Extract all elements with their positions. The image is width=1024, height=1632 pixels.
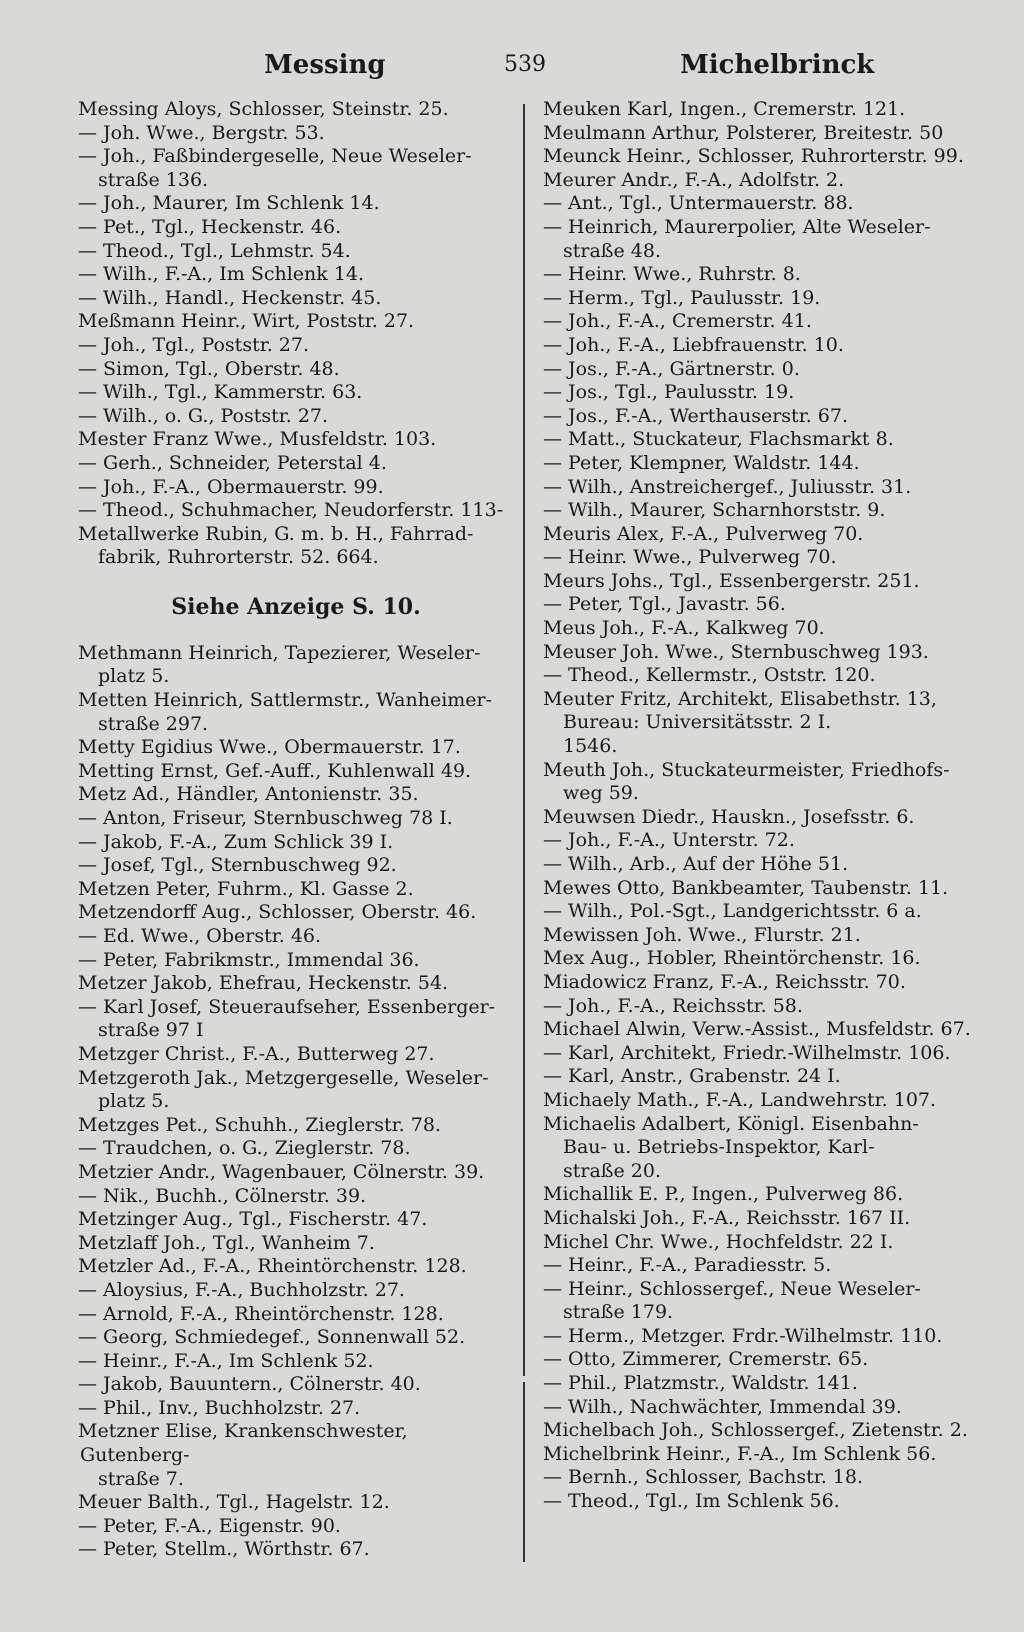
directory-entry	[80, 689, 512, 736]
directory-entry	[80, 642, 512, 689]
entry-line: — Gerh., Schneider, Peterstal 4.	[78, 451, 387, 474]
entry-line: — Karl, Anstr., Grabenstr. 24 I.	[543, 1065, 841, 1088]
entry-line: — Jakob, F.-A., Zum Schlick 39 I.	[78, 830, 394, 853]
directory-entry	[545, 1113, 975, 1184]
directory-entry	[80, 263, 512, 287]
entry-continuation: straße 297.	[98, 712, 209, 735]
directory-entry	[80, 358, 512, 382]
entry-line: Meuken Karl, Ingen., Cremerstr. 121.	[543, 98, 906, 120]
directory-entry	[545, 546, 975, 570]
entry-continuation: Bau- u. Betriebs-Inspektor, Karl-	[563, 1136, 875, 1159]
entry-continuation: platz 5.	[98, 665, 170, 688]
directory-entry	[545, 829, 975, 853]
page-number: 539	[504, 52, 546, 77]
entry-line: — Simon, Tgl., Oberstr. 48.	[78, 357, 340, 380]
entry-line: Metzger Christ., F.-A., Butterweg 27.	[78, 1042, 435, 1065]
advertisement-notice: Siehe Anzeige S. 10.	[171, 593, 421, 620]
directory-entry	[80, 192, 512, 216]
directory-entry	[545, 428, 975, 452]
entry-continuation: straße 97 I	[98, 1019, 204, 1042]
entry-line: — Joh., Faßbindergeselle, Neue Weseler-	[78, 145, 472, 168]
entry-line: Mewes Otto, Bankbeamter, Taubenstr. 11.	[543, 876, 949, 899]
entry-line: Michael Alwin, Verw.-Assist., Musfeldstr. 67.	[543, 1018, 971, 1041]
left-column	[80, 98, 512, 1562]
directory-entry	[545, 759, 975, 806]
directory-entry	[545, 122, 975, 146]
directory-entry	[80, 405, 512, 429]
entry-line: Metting Ernst, Gef.-Auff., Kuhlenwall 49.	[78, 759, 472, 782]
entry-line: Michaely Math., F.-A., Landwehrstr. 107.	[543, 1088, 937, 1111]
directory-entry	[545, 570, 975, 594]
directory-entry	[545, 593, 975, 617]
directory-entry	[80, 1043, 512, 1067]
entry-line: — Jos., F.-A., Werthauserstr. 67.	[543, 404, 848, 427]
directory-entry	[80, 428, 512, 452]
directory-entry	[545, 1183, 975, 1207]
directory-entry	[80, 240, 512, 264]
directory-entry	[545, 1065, 975, 1089]
directory-entry	[545, 1466, 975, 1490]
directory-entry	[80, 1067, 512, 1114]
directory-entry	[545, 263, 975, 287]
entry-line: Miadowicz Franz, F.-A., Reichsstr. 70.	[543, 970, 906, 993]
entry-line: — Wilh., F.-A., Im Schlenk 14.	[78, 263, 365, 286]
entry-line: — Joh., F.-A., Obermauerstr. 99.	[78, 475, 384, 498]
directory-entry	[80, 1420, 512, 1491]
entry-line: — Herm., Tgl., Paulusstr. 19.	[543, 286, 821, 309]
directory-entry	[80, 736, 512, 760]
entry-line: Meurs Johs., Tgl., Essenbergerstr. 251.	[543, 569, 920, 592]
page-header	[0, 44, 1024, 84]
directory-entry	[80, 287, 512, 311]
entry-line: — Wilh., Maurer, Scharnhorststr. 9.	[543, 499, 886, 522]
directory-entry	[545, 381, 975, 405]
entry-line: Metzer Jakob, Ehefrau, Heckenstr. 54.	[78, 972, 449, 995]
entry-line: — Wilh., Tgl., Kammerstr. 63.	[78, 381, 363, 404]
directory-entry	[80, 523, 512, 570]
entry-line: — Wilh., Arb., Auf der Höhe 51.	[543, 853, 849, 875]
entry-line: — Joh., F.-A., Unterstr. 72.	[543, 829, 795, 852]
directory-entry	[80, 996, 512, 1043]
directory-entry	[80, 1515, 512, 1539]
entry-line: — Theod., Schuhmacher, Neudorferstr. 113-	[78, 499, 504, 522]
directory-entry	[545, 853, 975, 877]
directory-entry	[80, 499, 512, 523]
directory-entry	[545, 1231, 975, 1255]
directory-entry	[80, 1373, 512, 1397]
directory-entry	[80, 145, 512, 192]
directory-entry	[545, 216, 975, 263]
directory-entry	[545, 169, 975, 193]
entry-line: Metallwerke Rubin, G. m. b. H., Fahrrad-	[78, 522, 474, 545]
entry-continuation: straße 7.	[98, 1467, 184, 1490]
directory-entry	[80, 1303, 512, 1327]
entry-continuation: fabrik, Ruhrorterstr. 52. 664.	[98, 546, 379, 569]
directory-entry	[545, 1419, 975, 1443]
directory-entry	[80, 216, 512, 240]
directory-entry	[545, 310, 975, 334]
entry-line: — Nik., Buchh., Cölnerstr. 39.	[78, 1184, 367, 1207]
entry-line: Mex Aug., Hobler, Rheintörchenstr. 16.	[543, 947, 921, 970]
directory-entry	[545, 900, 975, 924]
directory-entry	[80, 807, 512, 831]
entry-line: — Theod., Kellermstr., Oststr. 120.	[543, 664, 876, 687]
directory-entry	[80, 949, 512, 973]
entry-line: — Traudchen, o. G., Zieglerstr. 78.	[78, 1137, 411, 1160]
entry-line: — Karl Josef, Steueraufseher, Essenberger-	[78, 995, 496, 1018]
directory-entry	[545, 1018, 975, 1042]
directory-entry	[80, 334, 512, 358]
entry-line: Michaelis Adalbert, Königl. Eisenbahn-	[543, 1112, 919, 1135]
entry-line: — Josef, Tgl., Sternbuschweg 92.	[78, 854, 397, 877]
entry-line: — Joh., F.-A., Liebfrauenstr. 10.	[543, 333, 844, 356]
entry-line: Meuter Fritz, Architekt, Elisabethstr. 13,	[543, 687, 937, 710]
entry-line: — Wilh., Anstreichergef., Juliusstr. 31.	[543, 475, 912, 498]
directory-entry	[80, 972, 512, 996]
entry-line: — Joh., F.-A., Cremerstr. 41.	[543, 310, 812, 333]
directory-entry	[80, 783, 512, 807]
entry-line: Metzner Elise, Krankenschwester, Gutenberg-	[78, 1420, 408, 1467]
entry-line: Meuser Joh. Wwe., Sternbuschweg 193.	[543, 640, 929, 663]
directory-entry	[545, 476, 975, 500]
entry-continuation: Bureau: Universitätsstr. 2 I.	[563, 711, 832, 734]
entry-continuation: platz 5.	[98, 1090, 170, 1113]
directory-entry	[80, 925, 512, 949]
entry-line: — Pet., Tgl., Heckenstr. 46.	[78, 215, 342, 238]
directory-entry	[80, 1279, 512, 1303]
directory-entry	[545, 1443, 975, 1467]
entry-line: — Karl, Architekt, Friedr.-Wilhelmstr. 106.	[543, 1041, 951, 1064]
directory-entry	[545, 523, 975, 547]
directory-entry	[80, 1185, 512, 1209]
directory-entry	[80, 1137, 512, 1161]
entry-line: — Heinr., F.-A., Im Schlenk 52.	[78, 1349, 374, 1372]
entry-line: — Theod., Tgl., Im Schlenk 56.	[543, 1490, 840, 1513]
entry-continuation: straße 179.	[563, 1301, 674, 1324]
entry-line: Metzges Pet., Schuhh., Zieglerstr. 78.	[78, 1113, 441, 1136]
directory-entry	[545, 1490, 975, 1514]
directory-entry	[545, 287, 975, 311]
entry-line: — Peter, Klempner, Waldstr. 144.	[543, 451, 860, 474]
entry-line: — Wilh., Pol.-Sgt., Landgerichtsstr. 6 a.	[543, 900, 922, 923]
column-divider	[523, 104, 525, 1376]
directory-entry	[545, 192, 975, 216]
entry-continuation: weg 59.	[563, 782, 639, 805]
entry-line: Michallik E. P., Ingen., Pulverweg 86.	[543, 1183, 904, 1206]
entry-line: — Joh., F.-A., Reichsstr. 58.	[543, 994, 803, 1017]
directory-entry	[545, 664, 975, 688]
entry-line: — Peter, Fabrikmstr., Immendal 36.	[78, 948, 420, 971]
entry-continuation: straße 136.	[98, 168, 209, 191]
directory-entry	[545, 145, 975, 169]
directory-entry	[545, 1348, 975, 1372]
entry-line: Meurer Andr., F.-A., Adolfstr. 2.	[543, 168, 845, 191]
entry-line: Meulmann Arthur, Polsterer, Breitestr. 50	[543, 121, 944, 144]
entry-line: Metten Heinrich, Sattlermstr., Wanheimer-	[78, 689, 493, 712]
entry-line: — Ant., Tgl., Untermauerstr. 88.	[543, 192, 854, 215]
entry-line: — Heinr. Wwe., Pulverweg 70.	[543, 546, 837, 569]
directory-entry	[80, 1350, 512, 1374]
entry-line: — Theod., Tgl., Lehmstr. 54.	[78, 239, 351, 262]
entry-line: — Ed. Wwe., Oberstr. 46.	[78, 925, 322, 947]
directory-entry	[80, 1326, 512, 1350]
entry-line: Meuris Alex, F.-A., Pulverweg 70.	[543, 522, 864, 545]
entry-line: — Jos., F.-A., Gärtnerstr. 0.	[543, 357, 800, 380]
entry-continuation: straße 20.	[563, 1159, 661, 1182]
entry-line: — Heinr., Schlossergef., Neue Weseler-	[543, 1277, 921, 1300]
entry-line: — Anton, Friseur, Sternbuschweg 78 I.	[78, 807, 453, 830]
directory-entry	[545, 1089, 975, 1113]
entry-line: Meuth Joh., Stuckateurmeister, Friedhofs-	[543, 758, 950, 781]
directory-entry	[545, 334, 975, 358]
entry-line: Metzgeroth Jak., Metzgergeselle, Weseler-	[78, 1066, 489, 1089]
entry-line: Metzier Andr., Wagenbauer, Cölnerstr. 39.	[78, 1160, 485, 1183]
entry-line: — Joh. Wwe., Bergstr. 53.	[78, 121, 325, 144]
entry-line: — Aloysius, F.-A., Buchholzstr. 27.	[78, 1278, 405, 1301]
directory-entry	[545, 806, 975, 830]
directory-entry	[545, 98, 975, 122]
directory-entry	[545, 947, 975, 971]
directory-entry	[80, 381, 512, 405]
directory-entry	[545, 877, 975, 901]
entry-line: — Phil., Inv., Buchholzstr. 27.	[78, 1396, 361, 1419]
entry-line: Michel Chr. Wwe., Hochfeldstr. 22 I.	[543, 1230, 894, 1253]
directory-entry	[545, 1278, 975, 1325]
directory-entry	[80, 854, 512, 878]
right-column	[545, 98, 975, 1514]
entry-line: — Arnold, F.-A., Rheintörchenstr. 128.	[78, 1302, 444, 1325]
entry-line: — Bernh., Schlosser, Bachstr. 18.	[543, 1466, 863, 1489]
directory-entry	[545, 641, 975, 665]
entry-line: — Peter, Stellm., Wörthstr. 67.	[78, 1538, 370, 1561]
directory-entry	[545, 1372, 975, 1396]
entry-line: — Herm., Metzger. Frdr.-Wilhelmstr. 110.	[543, 1324, 943, 1347]
directory-entry	[80, 1161, 512, 1185]
entry-line: Mester Franz Wwe., Musfeldstr. 103.	[78, 428, 437, 451]
directory-entry	[545, 617, 975, 641]
entry-line: Meßmann Heinr., Wirt, Poststr. 27.	[78, 310, 415, 333]
directory-entry	[545, 358, 975, 382]
entry-line: Metzen Peter, Fuhrm., Kl. Gasse 2.	[78, 877, 414, 900]
directory-entry	[545, 1396, 975, 1420]
directory-entry	[545, 452, 975, 476]
entry-line: — Jakob, Bauuntern., Cölnerstr. 40.	[78, 1373, 421, 1396]
entry-line: Messing Aloys, Schlosser, Steinstr. 25.	[78, 98, 449, 120]
directory-entry	[545, 405, 975, 429]
entry-line: — Joh., Tgl., Poststr. 27.	[78, 333, 309, 356]
entry-line: Meus Joh., F.-A., Kalkweg 70.	[543, 617, 825, 640]
directory-entry	[545, 1325, 975, 1349]
entry-line: Metzendorff Aug., Schlosser, Oberstr. 46.	[78, 901, 477, 924]
directory-entry	[80, 760, 512, 784]
directory-entry	[80, 1538, 512, 1562]
entry-line: — Phil., Platzmstr., Waldstr. 141.	[543, 1372, 858, 1395]
directory-entry	[80, 878, 512, 902]
directory-entry	[545, 971, 975, 995]
entry-line: — Peter, F.-A., Eigenstr. 90.	[78, 1514, 341, 1537]
directory-entry	[545, 688, 975, 759]
directory-entry	[80, 1255, 512, 1279]
directory-entry	[80, 1114, 512, 1138]
entry-line: — Wilh., Handl., Heckenstr. 45.	[78, 286, 382, 309]
entry-line: Metzlaff Joh., Tgl., Wanheim 7.	[78, 1231, 375, 1254]
directory-entry	[80, 901, 512, 925]
entry-line: — Wilh., o. G., Poststr. 27.	[78, 404, 329, 427]
entry-line: — Peter, Tgl., Javastr. 56.	[543, 593, 786, 616]
directory-entry	[80, 310, 512, 334]
entry-continuation: straße 48.	[563, 239, 661, 262]
directory-entry	[80, 1397, 512, 1421]
directory-entry	[545, 499, 975, 523]
entry-line: — Joh., Maurer, Im Schlenk 14.	[78, 192, 380, 215]
entry-line: — Wilh., Nachwächter, Immendal 39.	[543, 1395, 902, 1418]
header-last-name: Michelbrinck	[680, 50, 875, 80]
header-first-name: Messing	[264, 50, 386, 80]
directory-entry	[80, 1491, 512, 1515]
entry-line: Meuer Balth., Tgl., Hagelstr. 12.	[78, 1491, 390, 1514]
entry-line: Metty Egidius Wwe., Obermauerstr. 17.	[78, 736, 461, 759]
entry-line: — Heinrich, Maurerpolier, Alte Weseler-	[543, 215, 931, 238]
directory-entry	[545, 924, 975, 948]
directory-entry	[80, 1208, 512, 1232]
directory-entry	[80, 122, 512, 146]
entry-continuation: 1546.	[563, 735, 618, 758]
entry-line: Michalski Joh., F.-A., Reichsstr. 167 II.	[543, 1206, 911, 1229]
entry-line: Mewissen Joh. Wwe., Flurstr. 21.	[543, 923, 861, 946]
directory-entry	[80, 98, 512, 122]
entry-line: — Otto, Zimmerer, Cremerstr. 65.	[543, 1348, 869, 1371]
directory-entry	[545, 1254, 975, 1278]
entry-line: — Heinr. Wwe., Ruhrstr. 8.	[543, 263, 801, 286]
entry-line: Meunck Heinr., Schlosser, Ruhrorterstr. 99.	[543, 145, 964, 168]
entry-line: — Matt., Stuckateur, Flachsmarkt 8.	[543, 428, 894, 451]
entry-line: Metz Ad., Händler, Antonienstr. 35.	[78, 783, 419, 806]
entry-line: Methmann Heinrich, Tapezierer, Weseler-	[78, 641, 481, 664]
directory-entry	[80, 476, 512, 500]
entry-line: Meuwsen Diedr., Hauskn., Josefsstr. 6.	[543, 805, 915, 828]
entry-line: — Heinr., F.-A., Paradiesstr. 5.	[543, 1254, 832, 1277]
column-divider-lower	[523, 1382, 525, 1562]
directory-entry	[545, 995, 975, 1019]
directory-entry	[80, 452, 512, 476]
entry-line: Metzler Ad., F.-A., Rheintörchenstr. 128.	[78, 1255, 467, 1278]
entry-line: — Georg, Schmiedegef., Sonnenwall 52.	[78, 1326, 466, 1349]
entry-line: Michelbrink Heinr., F.-A., Im Schlenk 56.	[543, 1442, 937, 1465]
entry-line: Michelbach Joh., Schlossergef., Zietenstr. 2.	[543, 1419, 968, 1442]
entry-line: Metzinger Aug., Tgl., Fischerstr. 47.	[78, 1208, 428, 1231]
directory-entry	[80, 831, 512, 855]
directory-entry	[80, 1232, 512, 1256]
entry-line: — Jos., Tgl., Paulusstr. 19.	[543, 381, 795, 404]
directory-entry	[545, 1207, 975, 1231]
directory-entry	[545, 1042, 975, 1066]
